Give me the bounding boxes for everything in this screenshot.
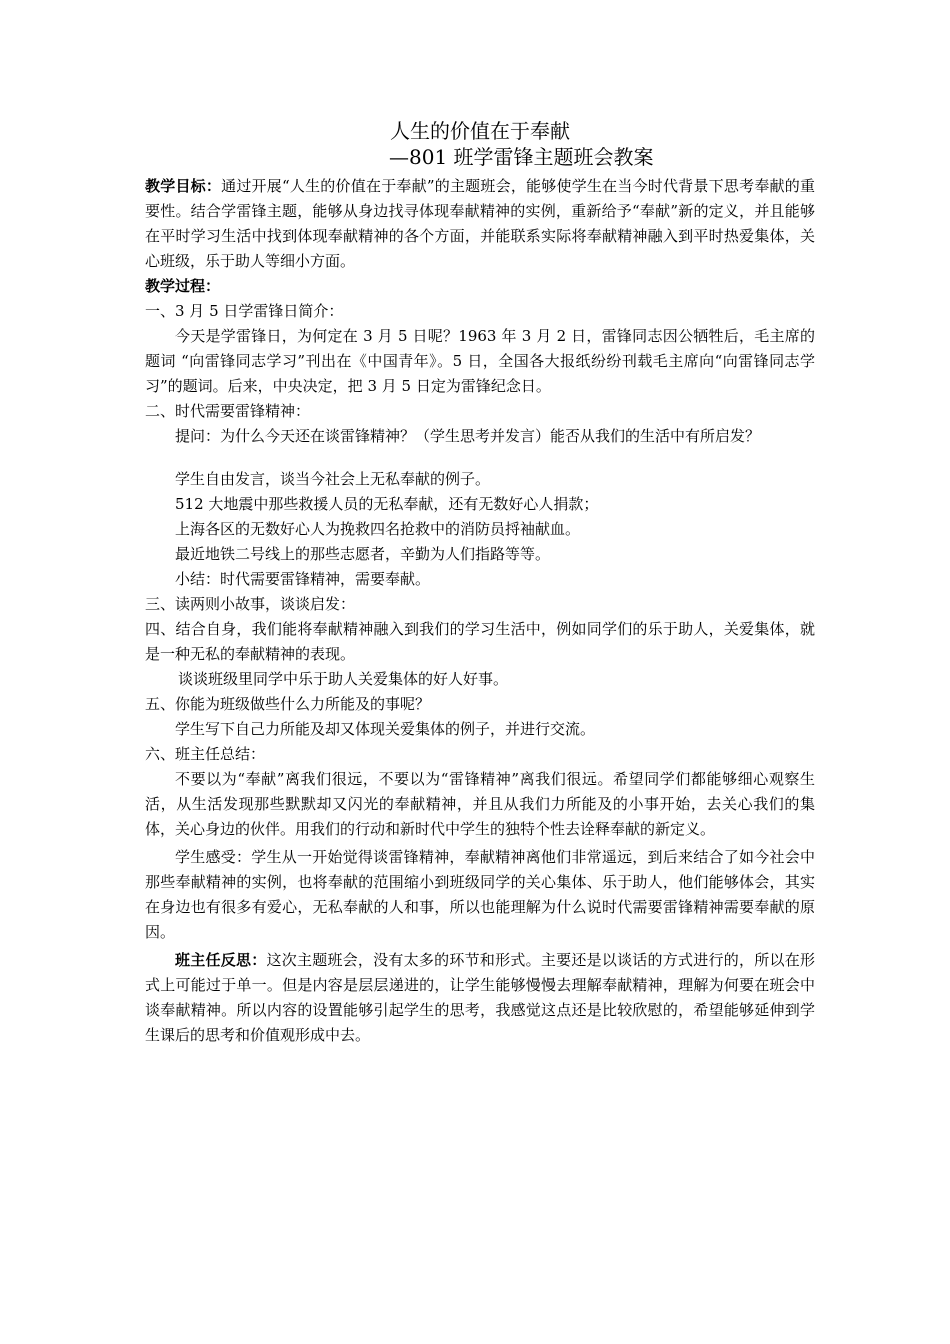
- section-2-question: 提问：为什么今天还在谈雷锋精神？（学生思考并发言）能否从我们的生活中有所启发？: [175, 427, 761, 445]
- teaching-goal-label: 教学目标：: [145, 177, 222, 195]
- teaching-process-label: 教学过程：: [145, 277, 221, 295]
- document-title: 人生的价值在于奉献: [390, 119, 570, 143]
- document-subtitle: —801 班学雷锋主题班会教案: [389, 145, 654, 169]
- section-2-line-1: 学生自由发言，谈当今社会上无私奉献的例子。: [175, 470, 491, 488]
- section-5-line: 学生写下自己力所能及却又体现关爱集体的例子，并进行交流。: [175, 720, 596, 738]
- teacher-reflection-paragraph: [145, 948, 815, 1048]
- section-4-line: 谈谈班级里同学中乐于助人关爱集体的好人好事。: [178, 670, 509, 688]
- section-2-line-3: 上海各区的无数好心人为挽救四名抢救中的消防员捋袖献血。: [175, 520, 581, 538]
- section-6-text: 不要以为“奉献”离我们很远，不要以为“雷锋精神”离我们很远。希望同学们都能够细心观察生活，从生活发现那些默默却又闪光的奉献精神，并且从我们力所能及的小事开始，去关心我们的集体，关心身边的伙伴。用我们的行动和新时代中学生的独特个性去诠释奉献的新定义。: [145, 770, 815, 838]
- section-6-heading: 六、班主任总结：: [145, 745, 266, 763]
- section-5-heading: 五、你能为班级做些什么力所能及的事呢？: [145, 695, 431, 713]
- section-1-text: 今天是学雷锋日，为何定在 3 月 5 日呢？1963 年 3 月 2 日，雷锋同志因公牺牲后，毛主席的题词 “向雷锋同志学习”刊出在《中国青年》。5 日，全国各大报纸纷纷刊载毛主席向“向雷锋同志学习”的题词。后来，中央决定，把 3 月 5 日定为雷锋纪念日。: [145, 327, 815, 395]
- section-2-line-4: 最近地铁二号线上的那些志愿者，辛勤为人们指路等等。: [175, 545, 551, 563]
- document-page: [145, 118, 815, 1048]
- section-2-summary: 小结：时代需要雷锋精神，需要奉献。: [175, 570, 431, 588]
- teacher-reflection-text: 这次主题班会，没有太多的环节和形式。主要还是以谈话的方式进行的，所以在形式上可能过于单一。但是内容是层层递进的，让学生能够慢慢去理解奉献精神，理解为何要在班会中谈奉献精神。所以内容的设置能够引起学生的思考，我感觉这点还是比较欣慰的，希望能够延伸到学生课后的思考和价值观形成中去。: [145, 951, 815, 1044]
- blank-line: [145, 449, 815, 467]
- student-feeling-paragraph: 学生感受：学生从一开始觉得谈雷锋精神，奉献精神离他们非常遥远，到后来结合了如今社会中那些奉献精神的实例，也将奉献的范围缩小到班级同学的关心集体、乐于助人，他们能够体会，其实在身边也有很多有爱心，无私奉献的人和事，所以也能理解为什么说时代需要雷锋精神需要奉献的原因。: [145, 848, 815, 941]
- section-2-line-2: 512 大地震中那些救援人员的无私奉献，还有无数好心人捐款；: [175, 495, 599, 513]
- teaching-goal-text: 通过开展“人生的价值在于奉献”的主题班会，能够使学生在当今时代背景下思考奉献的重要性。结合学雷锋主题，能够从身边找寻体现奉献精神的实例，重新给予“奉献”新的定义，并且能够在平时学习生活中找到体现奉献精神的各个方面，并能联系实际将奉献精神融入到平时热爱集体，关心班级，乐于助人等细小方面。: [145, 177, 815, 270]
- section-4-text: 四、结合自身，我们能将奉献精神融入到我们的学习生活中，例如同学们的乐于助人，关爱集体，就是一种无私的奉献精神的表现。: [145, 620, 815, 663]
- section-2-heading: 二、时代需要雷锋精神：: [145, 402, 311, 420]
- section-1-heading: 一、3 月 5 日学雷锋日简介：: [145, 302, 344, 320]
- teaching-goal-paragraph: [145, 174, 815, 274]
- section-3-heading: 三、读两则小故事，谈谈启发：: [145, 595, 356, 613]
- teacher-reflection-label: 班主任反思：: [175, 951, 267, 969]
